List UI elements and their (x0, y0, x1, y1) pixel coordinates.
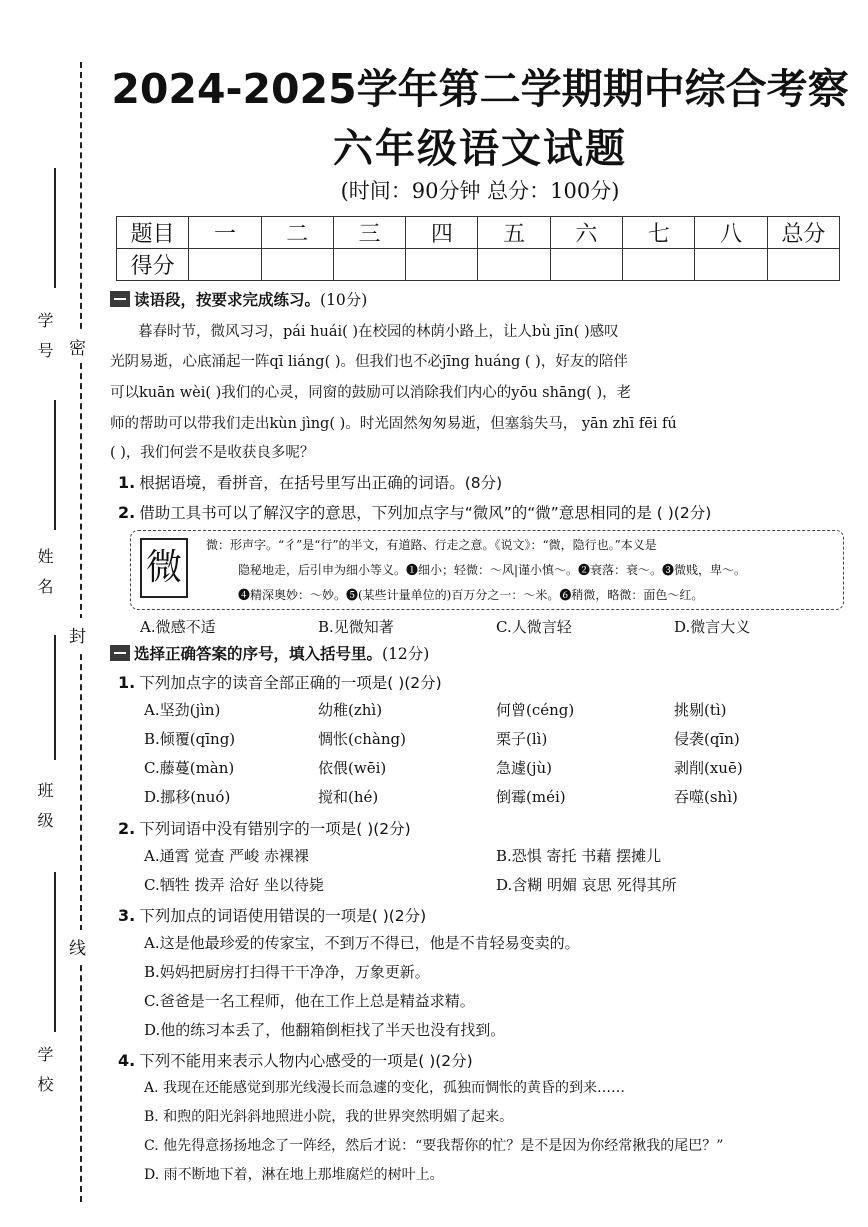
score-label: 得分 (117, 249, 189, 281)
word-option[interactable]: D.含糊 明媚 哀思 死得其所 (496, 876, 677, 894)
pinyin-option: 剥削(xuē) (674, 759, 743, 777)
question-number: 4. (118, 1051, 136, 1070)
section-2-badge-icon (110, 645, 130, 661)
sentence-option[interactable]: B.妈妈把厨房打扫得干干净净，万象更新。 (144, 963, 430, 981)
seal-feng: 封 (69, 618, 86, 651)
dictionary-line: 微：形声字。“彳”是“行”的半文，有道路、行走之意。《说文》：“微，隐行也。”本义是 (206, 538, 657, 552)
pinyin-option[interactable]: A.坚劲(jìn) (144, 701, 221, 719)
question-text: 下列词语中没有错别字的一项是( )(2分) (139, 820, 411, 838)
pinyin-option[interactable]: C.藤蔓(màn) (144, 759, 235, 777)
question-text: 根据语境，看拼音，在括号里写出正确的词语。(8分) (139, 474, 503, 492)
word-option[interactable]: A.通霄 觉查 严峻 赤裸裸 (144, 847, 309, 865)
score-table (116, 216, 840, 281)
pinyin-option: 倒霉(méi) (496, 788, 566, 806)
score-blank[interactable] (406, 249, 478, 281)
pinyin-option: 吞噬(shì) (674, 788, 738, 806)
dictionary-line: ❹精深奥妙：～妙。❺(某些计量单位的)百万分之一：～米。❻稍微，略微：面色～红。 (238, 588, 704, 602)
pinyin-option[interactable]: B.倾覆(qīng) (144, 730, 236, 748)
score-cell: 二 (261, 217, 333, 249)
score-blank[interactable] (478, 249, 550, 281)
question-number: 3. (118, 906, 136, 925)
exam-info: (时间：90分钟 总分：100分) (340, 179, 620, 203)
score-blank[interactable] (550, 249, 622, 281)
section-2-points: (12分) (382, 645, 430, 663)
question-number: 1. (118, 473, 136, 492)
score-blank[interactable] (767, 249, 839, 281)
score-cell: 八 (695, 217, 767, 249)
score-blank[interactable] (189, 249, 261, 281)
pinyin-option: 何曾(céng) (496, 701, 575, 719)
exam-title: 2024-2025学年第二学期期中综合考察 (111, 65, 849, 113)
pinyin-option: 急遽(jù) (496, 759, 553, 777)
score-blank[interactable] (695, 249, 767, 281)
exam-subtitle: 六年级语文试题 (333, 126, 627, 172)
sentence-option[interactable]: A.这是他最珍爱的传家宝，不到万不得已，他是不肯轻易变卖的。 (144, 934, 580, 952)
score-cell: 六 (550, 217, 622, 249)
s2-question-1 (118, 671, 442, 693)
s2-question-4 (118, 1049, 473, 1071)
pinyin-option: 侵袭(qīn) (674, 730, 740, 748)
s2-question-2 (118, 817, 411, 839)
score-cell: 四 (406, 217, 478, 249)
s1-question-2 (118, 501, 711, 523)
word-option[interactable]: B.恐惧 寄托 书藉 摆摊儿 (496, 847, 662, 865)
sentence-option[interactable]: C.爸爸是一名工程师，他在工作上总是精益求精。 (144, 992, 475, 1010)
score-blank[interactable] (333, 249, 405, 281)
sentence-option[interactable]: D. 雨不断地下着，淋在地上那堆腐烂的树叶上。 (144, 1167, 444, 1183)
score-header-row (117, 217, 840, 249)
question-text: 下列加点字的读音全部正确的一项是( )(2分) (139, 674, 442, 692)
field-line-student-id (54, 168, 56, 288)
score-cell: 总分 (767, 217, 839, 249)
field-line-class (54, 635, 56, 760)
field-label-student-id: 学号 (35, 312, 54, 372)
question-text: 借助工具书可以了解汉字的意思，下列加点字与“微风”的“微”意思相同的是 ( )(2分) (139, 504, 712, 522)
pinyin-option: 依偎(wēi) (318, 759, 387, 777)
option-c[interactable]: C.人微言轻 (496, 618, 572, 636)
field-line-name (54, 400, 56, 530)
passage-line: 可以kuān wèi( )我们的心灵，同窗的鼓励可以消除我们内心的yōu shāng( )，老 (110, 385, 632, 401)
section-1-title: 读语段，按要求完成练习。 (134, 291, 321, 309)
s2-question-3 (118, 904, 426, 926)
question-text: 下列加点的词语使用错误的一项是( )(2分) (139, 907, 427, 925)
field-label-school: 学校 (35, 1046, 54, 1106)
pinyin-option: 挑剔(tì) (674, 701, 727, 719)
sentence-option[interactable]: B. 和煦的阳光斜斜地照进小院，我的世界突然明媚了起来。 (144, 1109, 514, 1125)
option-a[interactable]: A.微感不适 (140, 618, 216, 636)
section-2-title: 选择正确答案的序号，填入括号里。 (134, 645, 383, 663)
seal-xian: 线 (69, 930, 86, 963)
question-number: 2. (118, 503, 136, 522)
option-d[interactable]: D.微言大义 (674, 618, 751, 636)
pinyin-option: 幼稚(zhì) (318, 701, 383, 719)
field-label-class: 班级 (35, 782, 54, 842)
sentence-option[interactable]: C. 他先得意扬扬地念了一阵经，然后才说：“要我帮你的忙？是不是因为你经常揪我的尾巴？” (144, 1138, 724, 1154)
score-value-row (117, 249, 840, 281)
section-1-points: (10分) (320, 291, 368, 309)
score-blank[interactable] (623, 249, 695, 281)
seal-mi: 密 (69, 330, 86, 363)
word-option[interactable]: C.牺牲 拨弄 洽好 坐以待毙 (144, 876, 325, 894)
field-label-name: 姓名 (35, 548, 54, 608)
pinyin-option: 惆怅(chàng) (318, 730, 406, 748)
seal-script-character: 微 (140, 538, 188, 598)
dictionary-line: 隐秘地走，后引申为细小等义。❶细小；轻微：～风|谨小慎～。❷衰落：衰～。❸微贱，卑～。 (238, 563, 747, 577)
score-cell: 三 (333, 217, 405, 249)
sentence-option[interactable]: A. 我现在还能感觉到那光线漫长而急遽的变化，孤独而惆怅的黄昏的到来…… (144, 1080, 626, 1096)
score-blank[interactable] (261, 249, 333, 281)
s1-question-1 (118, 471, 502, 493)
pinyin-option: 搅和(hé) (318, 788, 379, 806)
score-cell: 七 (623, 217, 695, 249)
section-2-heading (110, 642, 429, 664)
score-cell: 题目 (117, 217, 189, 249)
section-1-heading (110, 288, 367, 310)
option-b[interactable]: B.见微知著 (318, 618, 394, 636)
pinyin-option: 栗子(lì) (496, 730, 548, 748)
score-cell: 五 (478, 217, 550, 249)
score-cell: 一 (189, 217, 261, 249)
passage-line: 师的帮助可以带我们走出kùn jìng( )。时光固然匆匆易逝，但塞翁失马， yān zhī fēi fú (110, 416, 677, 432)
passage-line: 暮春时节，微风习习，pái huái( )在校园的林荫小路上，让人bù jīn( )感叹 (138, 324, 619, 340)
question-number: 1. (118, 673, 136, 692)
section-1-badge-icon (110, 291, 130, 307)
sentence-option[interactable]: D.他的练习本丢了，他翻箱倒柜找了半天也没有找到。 (144, 1021, 506, 1039)
binding-strip (0, 0, 108, 1227)
question-text: 下列不能用来表示人物内心感受的一项是( )(2分) (139, 1052, 473, 1070)
field-line-school (54, 872, 56, 1032)
question-number: 2. (118, 819, 136, 838)
pinyin-option[interactable]: D.挪移(nuó) (144, 788, 231, 806)
passage-line: ( )，我们何尝不是收获良多呢？ (110, 445, 315, 461)
passage-line: 光阴易逝，心底涌起一阵qī liáng( )。但我们也不必jīng huáng ( )，好友的陪伴 (110, 354, 628, 370)
